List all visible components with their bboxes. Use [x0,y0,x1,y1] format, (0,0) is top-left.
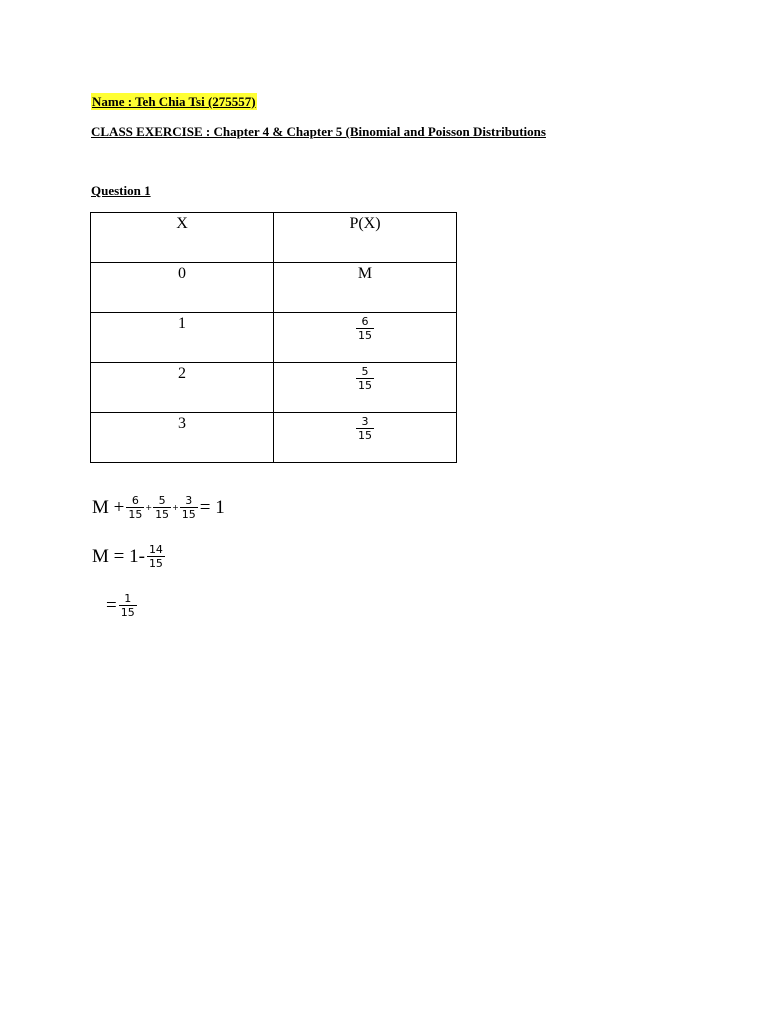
fraction: $\frac{5}{15}$ [155,494,170,521]
fraction: $\frac{6}{15}$ [128,494,143,521]
fraction: $\frac{3}{15}$ [358,415,372,442]
cell-x: 3 [91,413,274,463]
table-row [91,363,457,413]
probability-table [90,212,457,463]
fraction: $\frac{3}{15}$ [181,494,196,521]
equation-solve-m: M = 1- $\frac{14}{15}$ [92,543,163,570]
fraction: $\frac{14}{15}$ [148,543,163,570]
cell-px [274,313,457,363]
fraction: $\frac{1}{15}$ [120,592,135,619]
table-row [91,413,457,463]
fraction: $\frac{5}{15}$ [358,365,372,392]
fraction: $\frac{6}{15}$ [358,315,372,342]
student-name: Name : Teh Chia Tsi (275557) [92,94,256,109]
table-row [91,313,457,363]
equation-sum: M + $\frac{6}{15}$ + $\frac{5}{15}$ + $\frac{3}{15}$ = 1 [92,494,225,521]
header-px: P(X) [274,213,457,263]
exercise-title: CLASS EXERCISE : Chapter 4 & Chapter 5 (Binomial and Poisson Distributions [91,124,546,139]
header-x: X [91,213,274,263]
question-heading: Question 1 [91,183,151,198]
cell-px [274,363,457,413]
cell-x: 0 [91,263,274,313]
table-header-row [91,213,457,263]
cell-x: 1 [91,313,274,363]
equation-result: = $\frac{1}{15}$ [106,592,135,619]
table-row [91,263,457,313]
cell-x: 2 [91,363,274,413]
cell-px: M [274,263,457,313]
cell-px [274,413,457,463]
